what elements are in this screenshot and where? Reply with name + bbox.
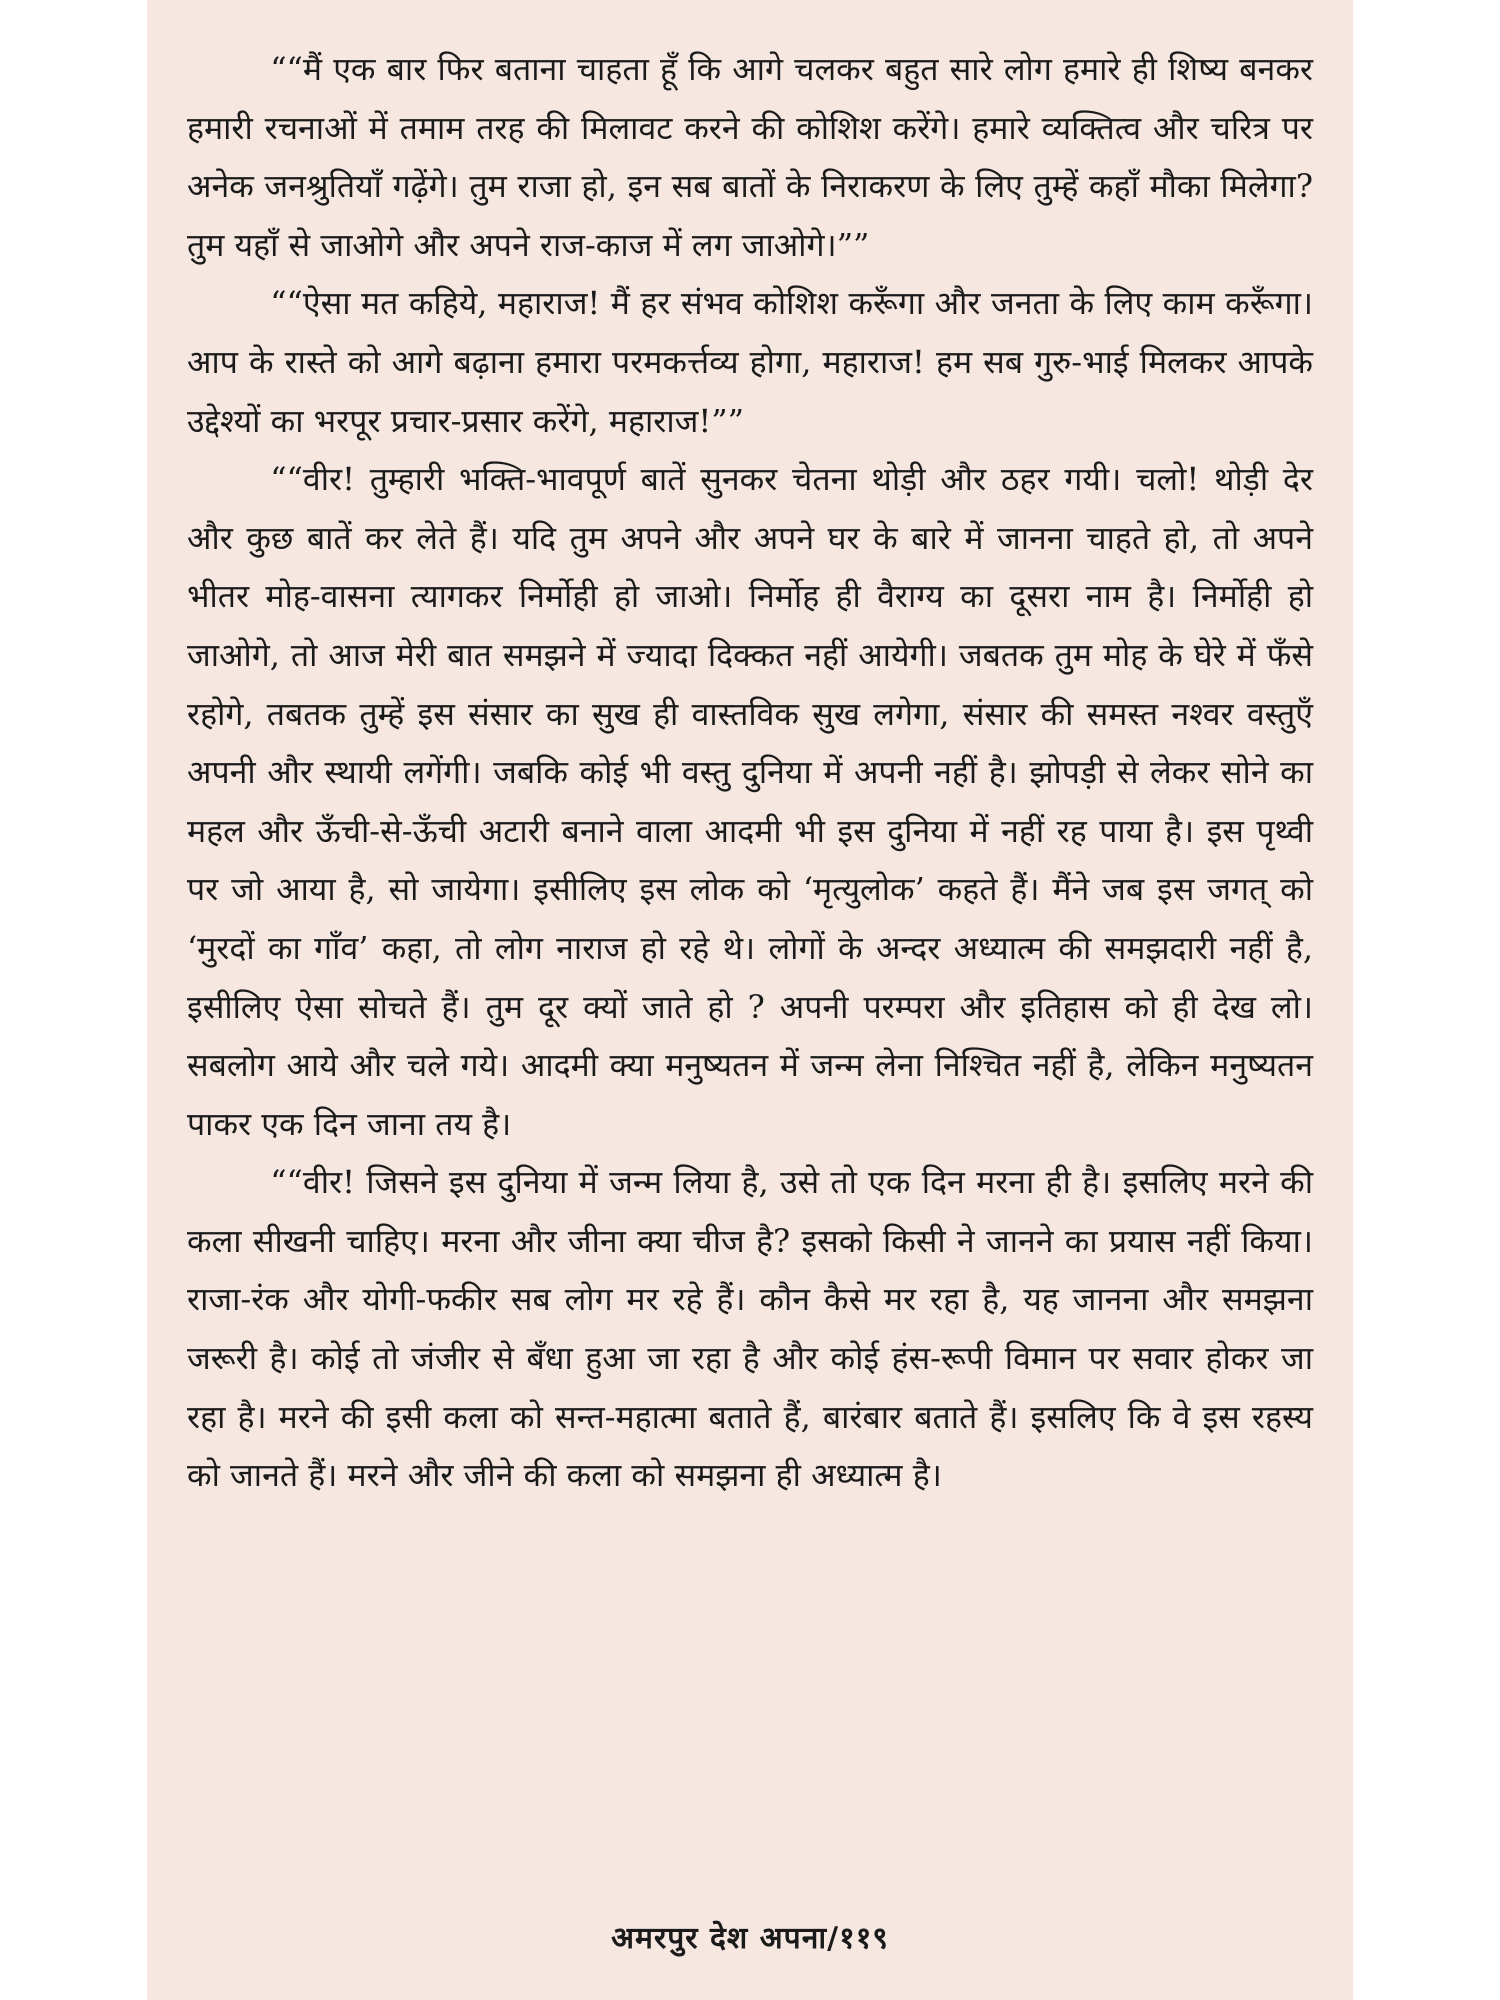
paragraph-4: ““वीर! जिसने इस दुनिया में जन्म लिया है, उसे तो एक दिन मरना ही है। इसलिए मरने की कला सीखनी चाहिए। मरना और जीना क्या चीज है? इसको किसी ने जानने का प्रयास नहीं किया। राजा-रंक और योगी-फकीर सब लोग मर रहे हैं। कौन कैसे मर रहा है, यह जानना और समझना जरूरी है। कोई तो जंजीर से बँधा हुआ जा रहा है और कोई हंस-रूपी विमान पर सवार होकर जा रहा है। मरने की इसी कला को सन्त-महात्मा बताते हैं, बारंबार बताते हैं। इसलिए कि वे इस रहस्य को जानते हैं। मरने और जीने की कला को समझना ही अध्यात्म है। — [187, 1163, 1313, 1495]
page-footer: अमरपुर देश अपना/११९ — [611, 1921, 889, 1956]
body-text — [187, 40, 1313, 1505]
book-page — [147, 0, 1353, 2000]
paragraph-3: ““वीर! तुम्हारी भक्ति-भावपूर्ण बातें सुनकर चेतना थोड़ी और ठहर गयी। चलो! थोड़ी देर और कुछ बातें कर लेते हैं। यदि तुम अपने और अपने घर के बारे में जानना चाहते हो, तो अपने भीतर मोह-वासना त्यागकर निर्मोही हो जाओ। निर्मोह ही वैराग्य का दूसरा नाम है। निर्मोही हो जाओगे, तो आज मेरी बात समझने में ज्यादा दिक्कत नहीं आयेगी। जबतक तुम मोह के घेरे में फँसे रहोगे, तबतक तुम्हें इस संसार का सुख ही वास्तविक सुख लगेगा, संसार की समस्त नश्वर वस्तुएँ अपनी और स्थायी लगेंगी। जबकि कोई भी वस्तु दुनिया में अपनी नहीं है। झोपड़ी से लेकर सोने का महल और ऊँची-से-ऊँची अटारी बनाने वाला आदमी भी इस दुनिया में नहीं रह पाया है। इस पृथ्वी पर जो आया है, सो जायेगा। इसीलिए इस लोक को ‘मृत्युलोक’ कहते हैं। मैंने जब इस जगत् को ‘मुरदों का गाँव’ कहा, तो लोग नाराज हो रहे थे। लोगों के अन्दर अध्यात्म की समझदारी नहीं है, इसीलिए ऐसा सोचते हैं। तुम दूर क्यों जाते हो ? अपनी परम्परा और इतिहास को ही देख लो। सबलोग आये और चले गये। आदमी क्या मनुष्यतन में जन्म लेना निश्चित नहीं है, लेकिन मनुष्यतन पाकर एक दिन जाना तय है। — [187, 460, 1313, 1143]
paragraph-1: ““मैं एक बार फिर बताना चाहता हूँ कि आगे चलकर बहुत सारे लोग हमारे ही शिष्य बनकर हमारी रचनाओं में तमाम तरह की मिलावट करने की कोशिश करेंगे। हमारे व्यक्तित्व और चरित्र पर अनेक जनश्रुतियाँ गढ़ेंगे। तुम राजा हो, इन सब बातों के निराकरण के लिए तुम्हें कहाँ मौका मिलेगा? तुम यहाँ से जाओगे और अपने राज-काज में लग जाओगे।”” — [187, 50, 1313, 264]
paragraph-2: ““ऐसा मत कहिये, महाराज! मैं हर संभव कोशिश करूँगा और जनता के लिए काम करूँगा। आप के रास्ते को आगे बढ़ाना हमारा परमकर्त्तव्य होगा, महाराज! हम सब गुरु-भाई मिलकर आपके उद्देश्यों का भरपूर प्रचार-प्रसार करेंगे, महाराज!”” — [187, 284, 1313, 440]
